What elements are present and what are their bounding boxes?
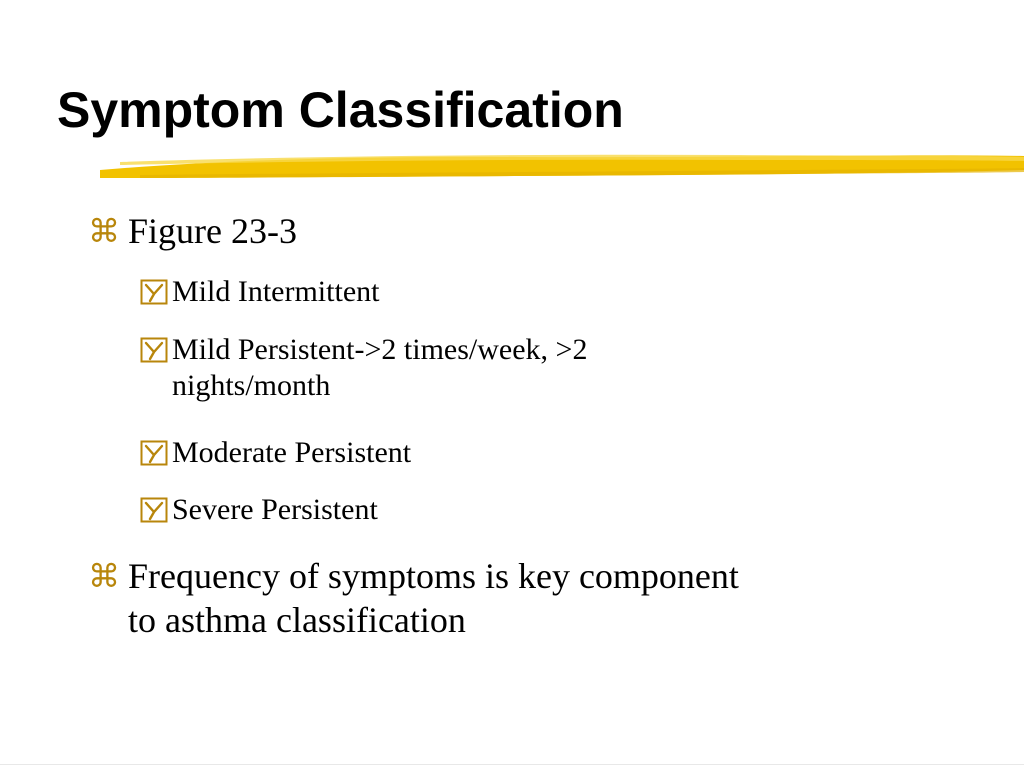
sub-bullet-text: Moderate Persistent <box>172 436 412 469</box>
bullet-text-continuation: to asthma classification <box>128 600 466 640</box>
y-box-bullet-icon <box>140 274 172 310</box>
bullet-frequency-of-symptoms <box>88 554 739 642</box>
sub-bullet-text: Mild Persistent->2 times/week, >2 <box>172 333 588 366</box>
y-box-bullet-icon <box>140 435 172 471</box>
sub-bullet-text-continuation: nights/month <box>172 369 331 402</box>
y-box-bullet-icon <box>140 492 172 528</box>
brush-stroke-underline <box>100 148 1024 182</box>
bottom-divider <box>0 764 1024 765</box>
command-key-bullet-icon: ⌘ <box>88 212 120 250</box>
slide-title: Symptom Classification <box>57 82 624 138</box>
sub-bullet-moderate-persistent <box>140 435 411 471</box>
bullet-text: Figure 23-3 <box>128 211 297 251</box>
bullet-text: Frequency of symptoms is key component <box>128 556 739 596</box>
sub-bullet-severe-persistent <box>140 492 378 528</box>
bullet-figure-23-3 <box>88 209 297 253</box>
sub-bullet-mild-persistent <box>140 332 587 404</box>
sub-bullet-mild-intermittent <box>140 274 379 310</box>
command-key-bullet-icon: ⌘ <box>88 557 120 595</box>
y-box-bullet-icon <box>140 332 172 368</box>
sub-bullet-text: Severe Persistent <box>172 493 378 526</box>
sub-bullet-text: Mild Intermittent <box>172 275 380 308</box>
